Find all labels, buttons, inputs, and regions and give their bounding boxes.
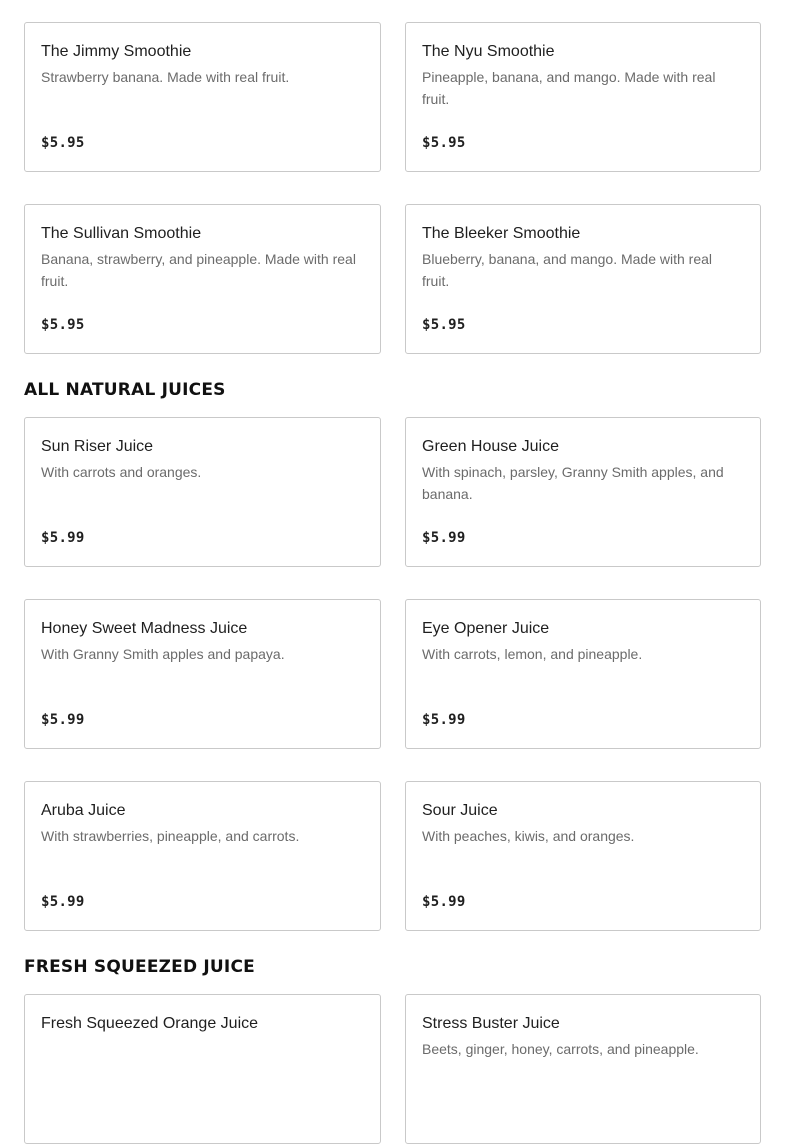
menu-item-price: $5.99 xyxy=(422,712,466,728)
smoothie-grid xyxy=(24,22,761,354)
menu-item-price: $5.95 xyxy=(41,317,85,333)
menu-item-name: Sour Juice xyxy=(422,802,498,819)
menu-item-price: $5.95 xyxy=(422,135,466,151)
menu-item-description: With carrots, lemon, and pineapple. xyxy=(422,646,643,662)
menu-item-card[interactable] xyxy=(24,22,381,172)
menu-item-card[interactable] xyxy=(405,204,761,354)
menu-item-price: $5.99 xyxy=(41,530,85,546)
section-title: FRESH SQUEEZED JUICE xyxy=(24,957,255,977)
menu-item-price: $5.99 xyxy=(422,894,466,910)
menu-item-name: Aruba Juice xyxy=(41,802,126,819)
menu-item-description: Strawberry banana. Made with real fruit. xyxy=(41,69,290,85)
menu-item-card[interactable] xyxy=(24,781,381,931)
menu-item-name: The Bleeker Smoothie xyxy=(422,225,581,242)
menu-item-description: Banana, strawberry, and pineapple. Made with real fruit. xyxy=(41,251,356,289)
menu-item-name: Green House Juice xyxy=(422,438,559,455)
menu-item-description: With spinach, parsley, Granny Smith apples, and banana. xyxy=(422,464,724,502)
menu-item-card[interactable] xyxy=(405,994,761,1144)
menu-item-price: $5.99 xyxy=(422,530,466,546)
fresh-squeezed-grid xyxy=(24,994,761,1144)
menu-item-price: $5.99 xyxy=(41,894,85,910)
menu-item-name: The Nyu Smoothie xyxy=(422,43,555,60)
menu-item-card[interactable] xyxy=(24,417,381,567)
menu-item-price: $5.99 xyxy=(41,712,85,728)
menu-item-name: The Sullivan Smoothie xyxy=(41,225,202,242)
section-title: ALL NATURAL JUICES xyxy=(24,380,226,400)
menu-item-card[interactable] xyxy=(24,599,381,749)
menu-item-name: Fresh Squeezed Orange Juice xyxy=(41,1015,259,1032)
menu-item-card[interactable] xyxy=(405,781,761,931)
menu-item-price: $5.95 xyxy=(41,135,85,151)
natural-juices-grid xyxy=(24,417,761,931)
menu-item-name: The Jimmy Smoothie xyxy=(41,43,192,60)
menu-item-card[interactable] xyxy=(405,417,761,567)
menu-item-description: With carrots and oranges. xyxy=(41,464,202,480)
menu-item-price: $5.95 xyxy=(422,317,466,333)
menu-item-description: Pineapple, banana, and mango. Made with real fruit. xyxy=(422,69,716,107)
menu-item-card[interactable] xyxy=(405,599,761,749)
menu-item-name: Eye Opener Juice xyxy=(422,620,550,637)
menu-item-card[interactable] xyxy=(24,204,381,354)
menu-item-description: With Granny Smith apples and papaya. xyxy=(41,646,285,662)
menu-page xyxy=(24,22,761,1144)
menu-item-card[interactable] xyxy=(24,994,381,1144)
menu-item-name: Honey Sweet Madness Juice xyxy=(41,620,248,637)
menu-item-name: Sun Riser Juice xyxy=(41,438,154,455)
menu-item-description: With peaches, kiwis, and oranges. xyxy=(422,828,635,844)
menu-item-description: Blueberry, banana, and mango. Made with real fruit. xyxy=(422,251,713,289)
menu-item-description: With strawberries, pineapple, and carrots. xyxy=(41,828,300,844)
menu-item-name: Stress Buster Juice xyxy=(422,1015,560,1032)
menu-item-card[interactable] xyxy=(405,22,761,172)
menu-item-description: Beets, ginger, honey, carrots, and pineapple. xyxy=(422,1041,699,1057)
